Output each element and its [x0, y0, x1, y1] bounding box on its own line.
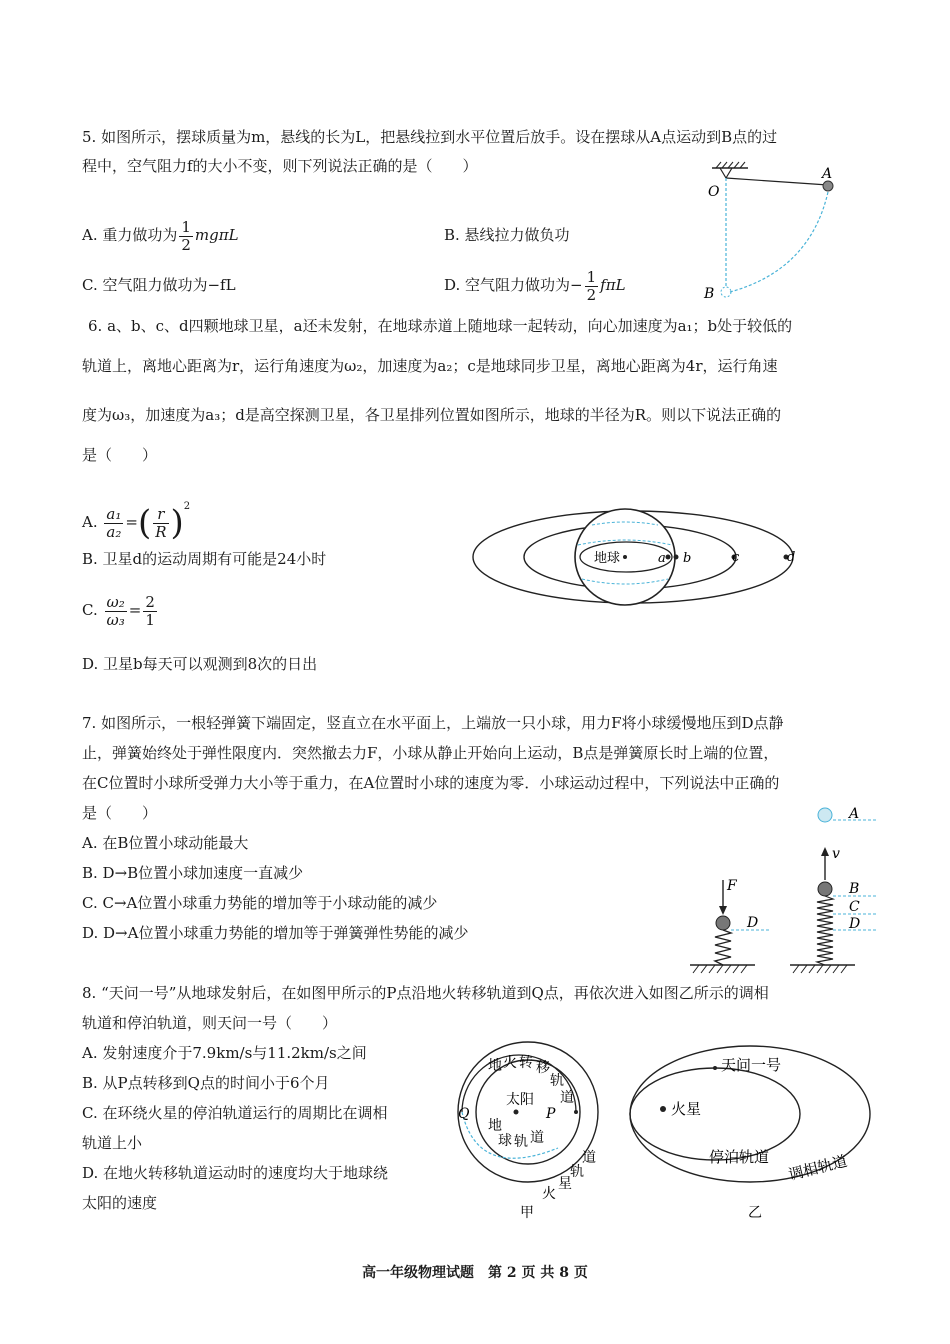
q8-jia-transfer-3: 转: [519, 1055, 533, 1071]
q8-yi-probe: 天问一号: [721, 1056, 782, 1074]
q6-option-c-equals: =: [128, 601, 142, 619]
q6-option-a-lhs: $\frac{\text{a₁}}{\text{a₂}}$: [106, 504, 122, 541]
q5-option-a-fraction: $\frac{1}{2}$: [181, 217, 191, 254]
q6-option-a-rhs: $\frac{r}{R}$: [155, 504, 167, 541]
q8-figure-jia: [448, 1040, 618, 1225]
q8-figure-yi: [625, 1040, 875, 1225]
q7-option-a[interactable]: A. 在B位置小球动能最大: [82, 834, 249, 852]
q6-label-b: b: [683, 551, 692, 566]
q8-jia-earth-2: 球: [498, 1133, 512, 1149]
q6-label-c: c: [732, 550, 740, 565]
q8-stem-line1: 8. “天问一号”从地球发射后，在如图甲所示的P点沿地火转移轨道到Q点，再依次进入如图乙所示的调相: [82, 984, 769, 1002]
q8-jia-p: P: [546, 1106, 556, 1122]
q7-option-b[interactable]: B. D→B位置小球加速度一直减少: [82, 864, 304, 882]
q5-label-b: B: [704, 286, 715, 302]
q8-jia-mars-4: 道: [582, 1150, 596, 1166]
q8-jia-mars-2: 星: [558, 1176, 572, 1192]
q5-stem-line1: 5. 如图所示，摆球质量为m，悬线的长为L，把悬线拉到水平位置后放手。设在摆球从A点运动到B点的过: [82, 128, 778, 146]
q7-stem-line1: 7. 如图所示，一根轻弹簧下端固定，竖直立在水平面上，上端放一只小球，用力F将小球缓慢地压到D点静: [82, 714, 784, 732]
q6-option-c-label: C.: [82, 601, 98, 619]
q7-label-f: F: [727, 878, 737, 894]
q6-stem-line3: 度为ω₃，加速度为a₃；d是高空探测卫星，各卫星排列位置如图所示，地球的半径为R。则以下说法正确的: [82, 406, 782, 424]
q6-option-a-label: A.: [82, 513, 98, 531]
q6-option-c-rhs: $\frac{2}{1}$: [145, 592, 155, 629]
q7-stem-line2: 止，弹簧始终处于弹性限度内．突然撤去力F，小球从静止开始向上运动，B点是弹簧原长时上端的位置，: [82, 744, 779, 762]
q8-jia-transfer-6: 道: [560, 1090, 574, 1106]
q6-option-c[interactable]: [82, 588, 159, 632]
q8-jia-sun: 太阳: [506, 1092, 534, 1108]
q7-stem-line4: 是（ ）: [82, 804, 158, 822]
q6-option-a[interactable]: A. $\frac{\text{a₁}}{\text{a₂}}$ =( $\frac{r}{R}$ )$^2$: [82, 501, 191, 543]
q6-option-a-exponent: 2: [183, 501, 191, 512]
page-footer: 高一年级物理试题 第 2 页 共 8 页: [362, 1265, 588, 1281]
q7-stem-line3: 在C位置时小球所受弹力大小等于重力，在A位置时小球的速度为零．小球运动过程中，下列说法中正确的: [82, 774, 780, 792]
q7-label-c: C: [849, 899, 860, 915]
q7-label-a: A: [849, 806, 860, 822]
q6-stem-line2: 轨道上，离地心距离为r，运行角速度为ω₂，加速度为a₂；c是地球同步卫星，离地心距离为4r，运行角速: [82, 357, 778, 375]
q8-option-d-line2[interactable]: 太阳的速度: [82, 1194, 158, 1212]
q5-option-d-fraction: $\frac{1}{2}$: [586, 267, 597, 304]
q8-jia-mars-1: 火: [542, 1186, 556, 1202]
q8-option-b[interactable]: B. 从P点转移到Q点的时间小于6个月: [82, 1074, 330, 1092]
q7-label-b: B: [849, 881, 860, 897]
q8-jia-transfer-2: 火: [503, 1055, 517, 1071]
q5-option-d-text: D. 空气阻力做功为−: [444, 276, 583, 294]
q6-option-a-equals: =: [125, 513, 138, 531]
q6-label-d: d: [787, 550, 796, 565]
q7-label-d-right: D: [849, 916, 861, 932]
q8-option-a[interactable]: A. 发射速度介于7.9km/s与11.2km/s之间: [82, 1044, 367, 1062]
q8-jia-caption: 甲: [520, 1205, 534, 1221]
q6-label-earth: 地球: [594, 551, 621, 566]
q6-option-c-lhs: $\frac{\text{ω₂}}{\text{ω₃}}$: [106, 592, 125, 629]
q5-label-o: O: [708, 184, 720, 200]
q5-option-d[interactable]: [444, 265, 626, 305]
q8-jia-transfer-5: 轨: [550, 1073, 564, 1089]
q5-option-a-text: A. 重力做功为: [82, 226, 178, 244]
q5-option-d-expr: fπL: [600, 276, 626, 294]
q6-orbits-figure: [470, 505, 830, 610]
q8-stem-line2: 轨道和停泊轨道，则天问一号（ ）: [82, 1014, 338, 1032]
q8-jia-q: Q: [458, 1106, 470, 1122]
q5-stem-line2: 程中，空气阻力f的大小不变，则下列说法正确的是（ ）: [82, 157, 478, 175]
q7-label-d-left: D: [747, 915, 759, 931]
q5-option-a[interactable]: [82, 215, 239, 255]
q6-stem-line1: 6. a、b、c、d四颗地球卫星，a还未发射，在地球赤道上随地球一起转动，向心加速度为a₁；b处于较低的: [88, 317, 793, 335]
q8-jia-earth-1: 地: [488, 1118, 502, 1134]
q8-jia-mars-3: 轨: [570, 1164, 584, 1180]
q8-jia-transfer-1: 地: [488, 1058, 502, 1074]
q8-option-d-line1[interactable]: D. 在地火转移轨道运动时的速度均大于地球绕: [82, 1164, 389, 1182]
q5-option-b[interactable]: B. 悬线拉力做负功: [444, 226, 570, 244]
q5-option-a-expr: mgπL: [194, 226, 239, 244]
q6-option-b[interactable]: B. 卫星d的运动周期有可能是24小时: [82, 550, 327, 568]
q8-jia-earth-3: 轨: [514, 1134, 528, 1150]
q8-yi-mars: 火星: [671, 1100, 702, 1118]
q8-yi-parking-orbit: 停泊轨道: [709, 1148, 770, 1166]
q8-option-c-line2[interactable]: 轨道上小: [82, 1134, 143, 1152]
q7-label-v: v: [832, 846, 840, 862]
q8-option-c-line1[interactable]: C. 在环绕火星的停泊轨道运行的周期比在调相: [82, 1104, 388, 1122]
q8-yi-phasing-orbit: 调相轨道: [786, 1151, 850, 1184]
q8-jia-transfer-4: 移: [536, 1060, 550, 1076]
q5-label-a: A: [822, 166, 833, 182]
q7-option-c[interactable]: C. C→A位置小球重力势能的增加等于小球动能的减少: [82, 894, 438, 912]
q8-jia-earth-4: 道: [530, 1130, 544, 1146]
q6-stem-line4: 是（ ）: [82, 446, 158, 464]
q6-option-d[interactable]: D. 卫星b每天可以观测到8次的日出: [82, 655, 318, 673]
q5-pendulum-figure: [700, 160, 840, 305]
q7-spring-figure: [685, 800, 885, 980]
q6-label-a: a: [658, 551, 666, 566]
q7-option-d[interactable]: D. D→A位置小球重力势能的增加等于弹簧弹性势能的减少: [82, 924, 469, 942]
q8-yi-caption: 乙: [748, 1205, 762, 1221]
q5-option-c[interactable]: C. 空气阻力做功为−fL: [82, 276, 236, 294]
